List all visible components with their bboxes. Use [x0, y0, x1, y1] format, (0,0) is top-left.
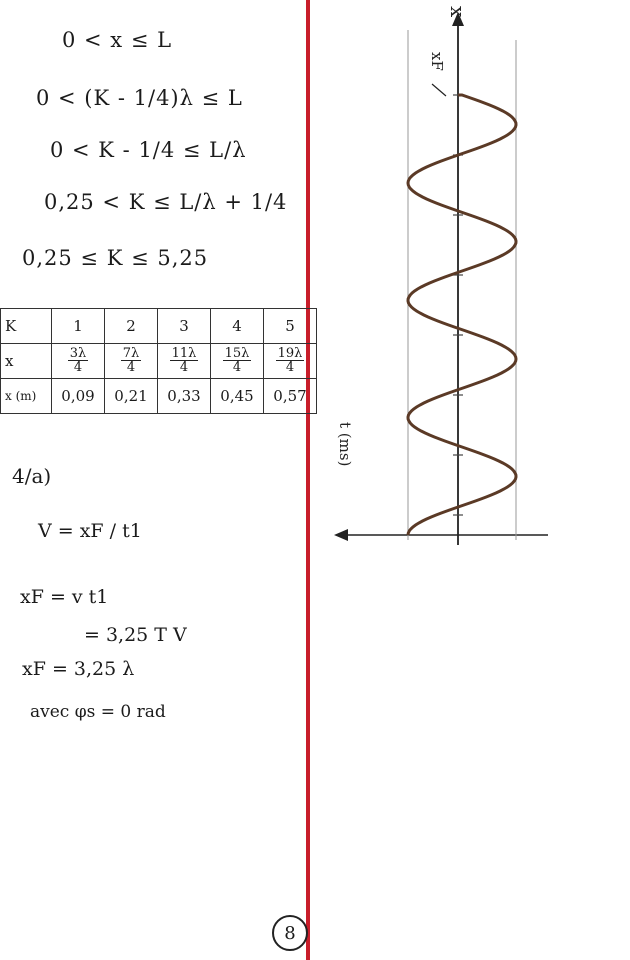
inequality-line-3: 0 < K - 1/4 ≤ L/λ — [50, 138, 247, 162]
inequality-line-4: 0,25 < K ≤ L/λ + 1/4 — [44, 190, 288, 214]
equation-line-3: = 3,25 T V — [84, 624, 187, 646]
k-value: 1 — [52, 309, 105, 344]
x-fraction: $\frac{19\lambda}{4}$ — [264, 344, 317, 379]
table-row-x-meters — [1, 379, 317, 414]
part-label: 4/a) — [12, 464, 52, 488]
t-axis-arrow-icon — [334, 529, 348, 541]
time-axis-label: t (ms) — [336, 422, 354, 467]
k-value: 2 — [105, 309, 158, 344]
k-values-table — [0, 308, 317, 414]
table-row-k — [1, 309, 317, 344]
xf-pointer — [432, 84, 446, 96]
k-value: 4 — [211, 309, 264, 344]
k-value: 3 — [158, 309, 211, 344]
equation-line-2: xF = v t1 — [20, 586, 109, 608]
equation-line-4: xF = 3,25 λ — [22, 658, 135, 680]
xf-label: xF — [428, 52, 446, 71]
x-axis-label: x — [446, 6, 470, 18]
row-label-x: x — [1, 344, 52, 379]
x-meter-value: 0,57 — [264, 379, 317, 414]
x-fraction: $\frac{3\lambda}{4}$ — [52, 344, 105, 379]
inequality-line-1: 0 < x ≤ L — [62, 28, 173, 52]
x-meter-value: 0,33 — [158, 379, 211, 414]
row-label-k: K — [1, 309, 52, 344]
x-fraction: $\frac{11\lambda}{4}$ — [158, 344, 211, 379]
x-meter-value: 0,09 — [52, 379, 105, 414]
wave-curve — [408, 95, 516, 535]
x-meter-value: 0,21 — [105, 379, 158, 414]
page-number: 8 — [272, 915, 308, 951]
x-fraction: $\frac{7\lambda}{4}$ — [105, 344, 158, 379]
wave-graph — [320, 0, 620, 560]
x-fraction: $\frac{15\lambda}{4}$ — [211, 344, 264, 379]
margin-line — [306, 0, 310, 960]
table-row-x — [1, 344, 317, 379]
equation-line-1: V = xF / t1 — [38, 520, 142, 542]
equation-line-5: avec φs = 0 rad — [30, 702, 166, 722]
x-meter-value: 0,45 — [211, 379, 264, 414]
row-label-x-meters: x (m) — [1, 379, 52, 414]
k-value: 5 — [264, 309, 317, 344]
inequality-line-2: 0 < (K - 1/4)λ ≤ L — [36, 86, 243, 110]
inequality-line-5: 0,25 ≤ K ≤ 5,25 — [22, 246, 209, 270]
